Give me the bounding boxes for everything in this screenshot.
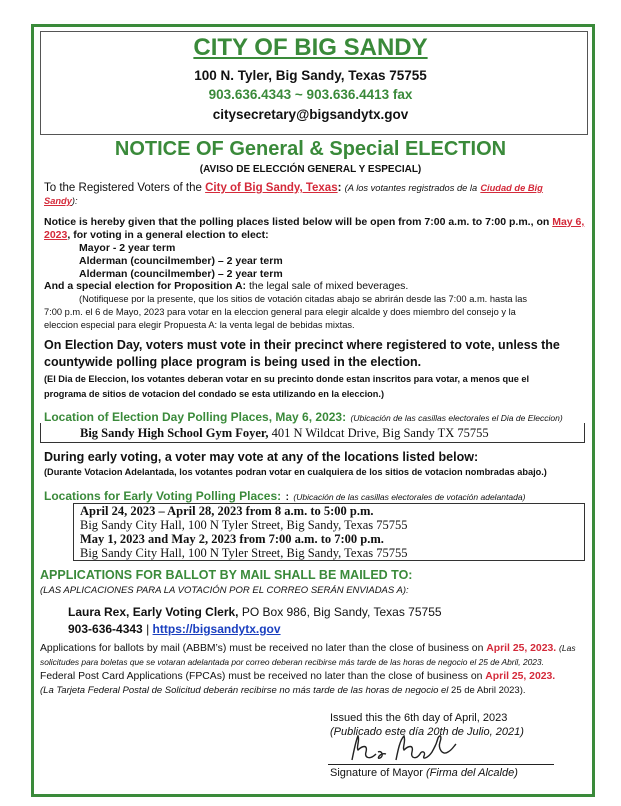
signature-label-row [330, 767, 518, 779]
abbm-spanish-2: solicitudes para boletas que se votaran adelantada por correo deberan recibirse más tarde de las horas de negocio el 25 de Abril, 2023. [40, 657, 544, 667]
proposition-text: the legal sale of mixed beverages. [248, 280, 409, 292]
city-email: citysecretary@bigsandytx.gov [212, 107, 409, 122]
city-address: 100 N. Tyler, Big Sandy, Texas 75755 [194, 68, 427, 83]
election-day-spanish-2: programa de sitios de votacion del condado se esta utilizando en la eleccion.) [44, 389, 385, 399]
intro-spanish-city2: Sandy [44, 196, 72, 206]
early-voting-place-1: Big Sandy City Hall, 100 N Tyler Street, Big Sandy, Texas 75755 [80, 518, 408, 532]
abbm-date: April 25, 2023. [486, 643, 557, 654]
early-voting-line: During early voting, a voter may vote at any of the locations listed below: [44, 450, 479, 464]
signature-line [328, 764, 554, 765]
election-day-line1: On Election Day, voters must vote in their precinct where registered to vote, unless the [44, 338, 560, 352]
issued-date-spanish: (Publicado este día 20th de Julio, 2021) [330, 726, 524, 738]
polling-notice-line1 [44, 216, 584, 228]
signature-label-spanish: (Firma del Alcalde) [426, 767, 518, 779]
polling-date-1: May 6, [552, 216, 585, 228]
issued-date: Issued this the 6th day of April, 2023 [330, 712, 508, 724]
mayor-signature-icon [346, 730, 466, 766]
polling-notice-text2: , for voting in a general election to elect: [67, 229, 269, 241]
polling-spanish-2: 7:00 p.m. el 6 de Mayo, 2023 para votar en la eleccion general para elegir alcalde y does miembro del consejo y la [44, 307, 516, 317]
polling-spanish-3: eleccion especial para elegir Propuesta A: la venta legal de bebidas mixtas. [44, 320, 355, 330]
city-phones: 903.636.4343 ~ 903.636.4413 fax [208, 87, 413, 102]
polling-notice-text: Notice is hereby given that the polling places listed below will be open from 7:00 a.m. to 7:00 p.m., on [44, 216, 550, 228]
early-voting-spanish: (Durante Votacion Adelantada, los votantes podran votar en cualquiera de los sitios de votacion nombradas abajo.) [44, 467, 547, 477]
early-voting-dates-1: April 24, 2023 – April 28, 2023 from 8 a.m. to 5:00 p.m. [80, 504, 374, 518]
clerk-name: Laura Rex, Early Voting Clerk, [68, 605, 239, 619]
ballot-by-mail-spanish: (LAS APLICACIONES PARA LA VOTACIÓN POR EL CORREO SERÁN ENVIADAS A): [40, 585, 409, 596]
intro-to-voters: To the Registered Voters of the [44, 182, 202, 194]
fpca-spanish-date: 25 de Abril 2023). [451, 685, 526, 696]
election-day-place [80, 426, 489, 441]
polling-spanish-1: (Notifiquese por la presente, que los sitios de votación citadas abajo se abrirán desde las 7:00 a.m. hasta las [79, 294, 528, 304]
intro-spanish-city: Ciudad de Big [480, 183, 543, 193]
intro-line [44, 182, 543, 194]
notice-title: NOTICE OF General & Special ELECTION [114, 138, 507, 160]
contact-separator: | [146, 622, 150, 636]
proposition-line [44, 280, 408, 292]
city-title: CITY OF BIG SANDY [193, 34, 428, 61]
early-voting-heading: Locations for Early Voting Polling Places: [44, 489, 282, 503]
abbm-line [40, 643, 576, 654]
clerk-address: PO Box 986, Big Sandy, Texas 75755 [241, 605, 442, 619]
clerk-contact [68, 622, 281, 636]
election-day-location-heading: Location of Election Day Polling Places, May 6, 2023: [44, 410, 347, 424]
polling-date-2: 2023 [44, 229, 68, 241]
intro-colon: : [337, 182, 342, 194]
polling-notice-line2 [44, 229, 269, 241]
clerk-line [68, 605, 442, 619]
fpca-line [40, 671, 555, 682]
fpca-date: April 25, 2023. [485, 671, 556, 682]
position-item: Alderman (councilmember) – 2 year term [79, 268, 283, 280]
early-voting-place-2: Big Sandy City Hall, 100 N Tyler Street, Big Sandy, Texas 75755 [80, 546, 408, 560]
election-day-location-spanish: (Ubicación de las casillas electorales el Dia de Eleccion) [350, 413, 563, 423]
signature-label: Signature of Mayor [330, 767, 423, 779]
proposition-label: And a special election for Proposition A: [44, 280, 247, 292]
fpca-spanish-line [40, 685, 526, 696]
notice-subtitle: (AVISO DE ELECCIÓN GENERAL Y ESPECIAL) [199, 164, 422, 175]
abbm-text: Applications for ballots by mail (ABBM’s) must be received no later than the close of business on [40, 643, 484, 654]
clerk-phone: 903-636-4343 [68, 622, 143, 636]
election-day-spanish-1: (El Dia de Eleccion, los votantes deberan votar en su precinto donde estan inscritos para votar, a menos que el [44, 374, 530, 384]
position-item: Alderman (councilmember) – 2 year term [79, 255, 283, 267]
election-day-place-address: 401 N Wildcat Drive, Big Sandy TX 75755 [271, 426, 489, 440]
early-voting-dates-2: May 1, 2023 and May 2, 2023 from 7:00 a.m. to 7:00 p.m. [80, 532, 384, 546]
intro-spanish-end: ): [71, 196, 78, 206]
early-voting-heading-colon: : [285, 492, 289, 503]
fpca-spanish: (La Tarjeta Federal Postal de Solicitud deberán recibirse no más tarde de las horas de negocio el [40, 685, 449, 696]
website-link[interactable]: https://bigsandytx.gov [152, 622, 281, 636]
intro-line2 [44, 196, 78, 206]
intro-city-link[interactable]: City of Big Sandy, Texas [205, 182, 338, 194]
election-day-line2: countywide polling place program is being used in the election. [44, 355, 422, 369]
abbm-spanish-1: (Las [559, 643, 576, 653]
ballot-by-mail-heading: APPLICATIONS FOR BALLOT BY MAIL SHALL BE MAILED TO: [40, 568, 413, 582]
intro-spanish-a: (A los votantes registrados de la [344, 183, 478, 193]
early-voting-heading-spanish: (Ubicación de las casillas electorales de votación adelantada) [293, 492, 526, 502]
election-day-place-name: Big Sandy High School Gym Foyer, [80, 426, 269, 440]
fpca-text: Federal Post Card Applications (FPCAs) must be received no later than the close of business on [40, 671, 483, 682]
position-item: Mayor - 2 year term [79, 242, 176, 254]
